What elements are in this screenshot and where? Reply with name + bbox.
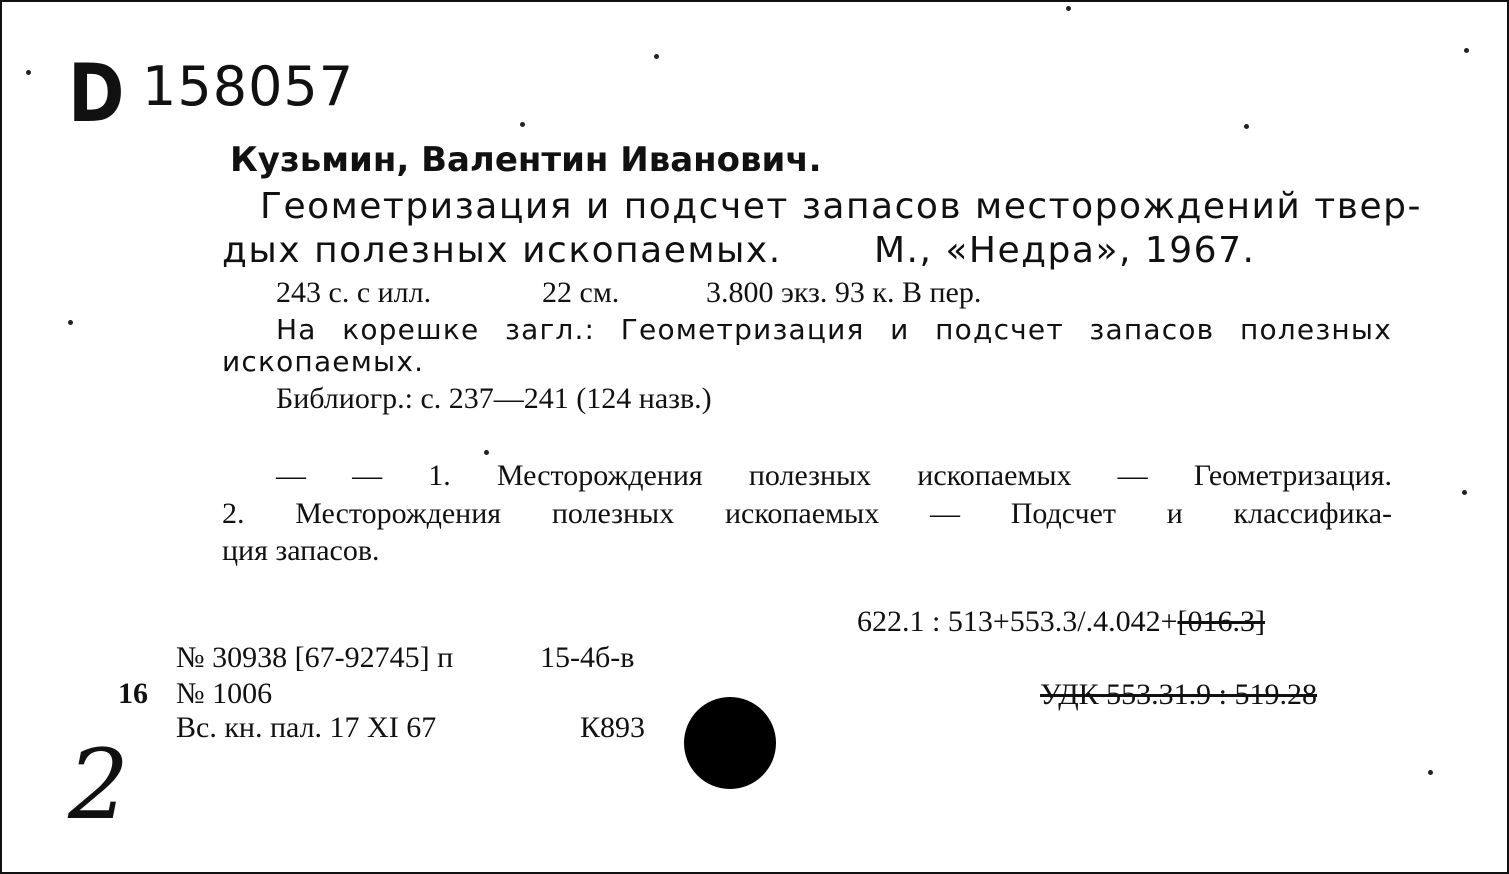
speck — [654, 54, 659, 59]
subject-line-1: — — 1. Месторождения полезных ископаемых — Геометризация. — [276, 459, 1392, 492]
speck — [26, 70, 31, 75]
speck — [68, 320, 73, 325]
author-heading: Кузьмин, Валентин Иванович. — [230, 140, 822, 180]
author-mark: К893 — [580, 711, 646, 744]
udc-struck-bracket: [016.3] — [1177, 605, 1265, 638]
udc-main: 622.1 : 513+553.3/.4.042+ — [857, 605, 1178, 638]
subject-line-2: 2. Месторождения полезных ископаемых — Подсчет и классифика- — [222, 497, 1392, 530]
title-line-1: Геометризация и подсчет запасов месторождений твер- — [260, 186, 1422, 227]
spine-note-line-1: На корешке загл.: Геометризация и подсчет запасов полезных — [276, 313, 1392, 346]
speck — [1244, 124, 1249, 129]
imprint: М., «Недра», 1967. — [874, 230, 1256, 271]
speck — [1464, 48, 1469, 53]
subject-line-3: ция запасов. — [222, 534, 380, 567]
spine-note-line-2: ископаемых. — [222, 345, 425, 378]
speck — [520, 122, 525, 127]
udc-classification — [857, 605, 1265, 639]
card-prefix: 16 — [118, 677, 148, 710]
pages: 243 с. с илл. — [276, 276, 432, 309]
speck — [1066, 6, 1071, 11]
speck — [484, 450, 489, 455]
chamber-date: Вс. кн. пал. 17 XI 67 — [176, 711, 437, 744]
registry-code: 15-4б-в — [540, 641, 635, 674]
udc-struck-line: УДК 553.31.9 : 519.28 — [1040, 678, 1318, 711]
handwritten-number: 2 — [68, 729, 130, 841]
punch-hole — [684, 697, 776, 789]
speck — [1428, 770, 1433, 775]
title-line-2: дых полезных ископаемых. — [222, 230, 782, 271]
bibliography-note: Библиогр.: с. 237—241 (124 назв.) — [276, 382, 712, 415]
size: 22 см. — [542, 276, 620, 309]
card-number: № 1006 — [176, 677, 273, 710]
speck — [1462, 490, 1467, 495]
call-number-letter: D — [68, 47, 125, 140]
registry-number: № 30938 [67-92745] п — [176, 641, 454, 674]
call-number: 158057 — [142, 55, 355, 118]
print-run-price: 3.800 экз. 93 к. В пер. — [706, 276, 982, 309]
